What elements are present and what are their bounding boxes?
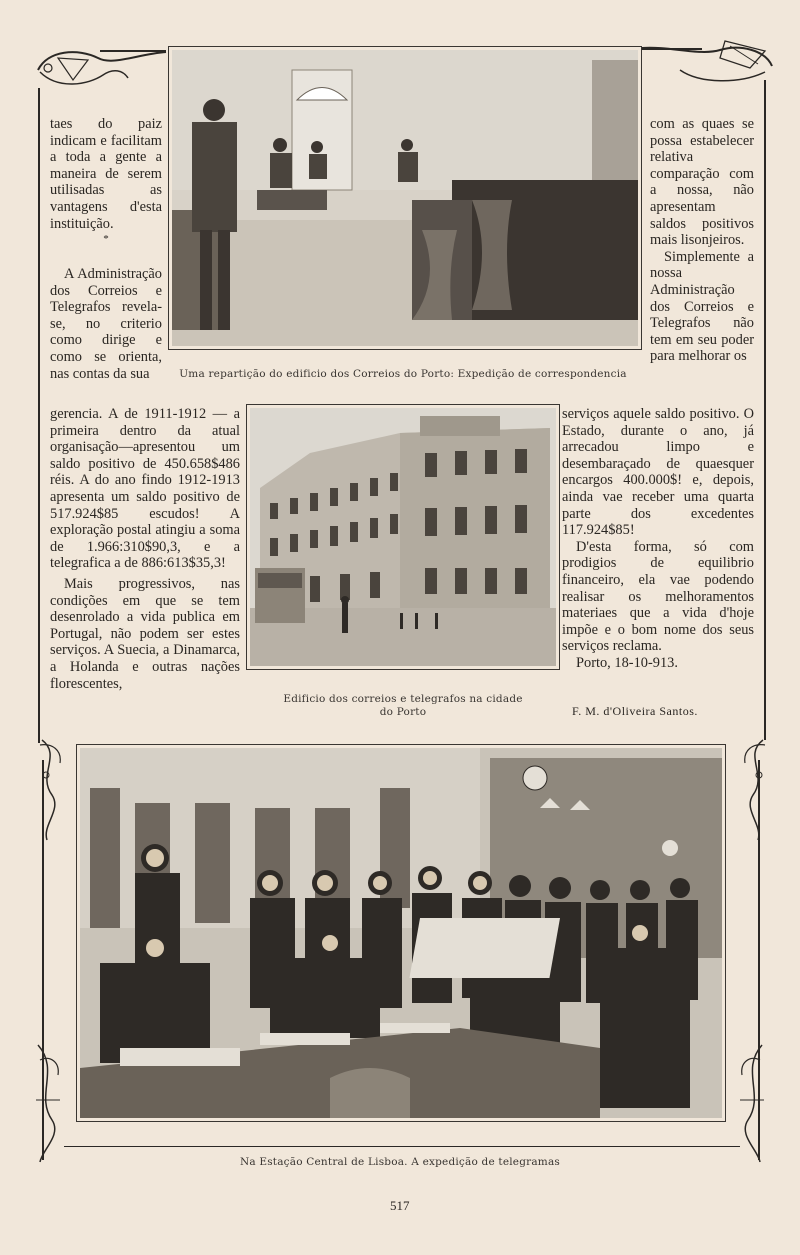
left-para-2-continuation: gerencia. A de 1911-1912 — a primeira dentro da atual organisação—apresentou um saldo positivo de 450.658$486 réis. A do ano findo 1912-1913 apresenta um saldo positivo de 517.924$85 escudos! A exploração postal atingiu a soma de 1.966:310$90,3, e a telegrafica a de 886:613$35,3!: [50, 406, 240, 572]
left-para-3: Mais progressivos, nas condições em que se tem desenrolado a vida publica em Portugal, não podem ser estes serviços. A Suecia, a Dinamarca, a Holanda e outras nações florescentes,: [50, 575, 240, 692]
photo-telegram-station-image: [80, 748, 722, 1118]
left-para-1: taes do paiz indicam e facilitam a toda a gente a maneira de serem utilisadas as vantagens d'esta instituição.: [50, 116, 162, 232]
right-column-lower: [562, 406, 754, 672]
bottom-left-ornament-icon: [30, 1040, 70, 1165]
photo-bottom-caption: Na Estação Central de Lisboa. A expedição de telegramas: [239, 1156, 561, 1168]
left-column-lower: [50, 406, 240, 692]
right-para-2-start: Simplemente a nossa Administração dos Correios e Telegrafos não tem em seu poder para melhorar os: [650, 248, 754, 365]
dateline: Porto, 18-10-913.: [576, 654, 678, 671]
left-column-para2-top: [50, 266, 162, 382]
photo-middle-caption-line2: do Porto: [379, 706, 427, 719]
right-para-3: D'esta forma, só com prodigios de equilibrio financeiro, ela vae podendo realisar os melhoramentos materiaes que a vida d'hoje impõe e o bom nome dos seus serviços reclama.: [562, 538, 754, 655]
page-number: 517: [390, 1198, 410, 1213]
photo-post-office-room-image: [172, 50, 638, 346]
bottom-right-ornament-icon: [730, 1040, 770, 1165]
author-signature: F. M. d'Oliveira Santos.: [572, 704, 698, 718]
photo-middle-caption: [268, 693, 538, 719]
photo-porto-building: [246, 404, 560, 670]
right-para-1: com as quaes se possa estabelecer relativa comparação com a nossa, não apresentam saldos positivos mais lisonjeiros.: [650, 116, 754, 249]
photo-middle-caption-line1: Edificio dos correios e telegrafos na cidade: [283, 693, 523, 705]
top-left-ornament-icon: [28, 40, 168, 95]
right-column-top: [650, 116, 754, 365]
left-column: [50, 116, 162, 246]
lower-left-ornament-icon: [32, 735, 77, 845]
separator-star: *: [103, 233, 109, 246]
right-para-2-rest: serviços aquele saldo positivo. O Estado, durante o ano, já arrecadou limpo e desembaraçado de quaesquer encargos 400.000$! e, depois, ainda vae receber uma quarta parte dos excedentes 117.924$85!: [562, 406, 754, 539]
top-right-ornament-icon: [640, 36, 780, 91]
photo-porto-building-image: [250, 408, 556, 666]
lower-frame-bottom: [64, 1146, 740, 1147]
frame-left-border: [38, 88, 40, 743]
photo-top-caption: Uma repartição do edificio dos Correios do Porto: Expedição de correspondencia: [179, 368, 627, 380]
photo-post-office-room: [168, 46, 642, 350]
lower-right-ornament-icon: [728, 735, 773, 845]
photo-telegram-station: [76, 744, 726, 1122]
frame-right-border: [764, 80, 766, 740]
left-para-2: A Administração dos Correios e Telegrafos revela-se, no criterio como dirige e como se orienta, nas contas da sua: [50, 266, 162, 382]
